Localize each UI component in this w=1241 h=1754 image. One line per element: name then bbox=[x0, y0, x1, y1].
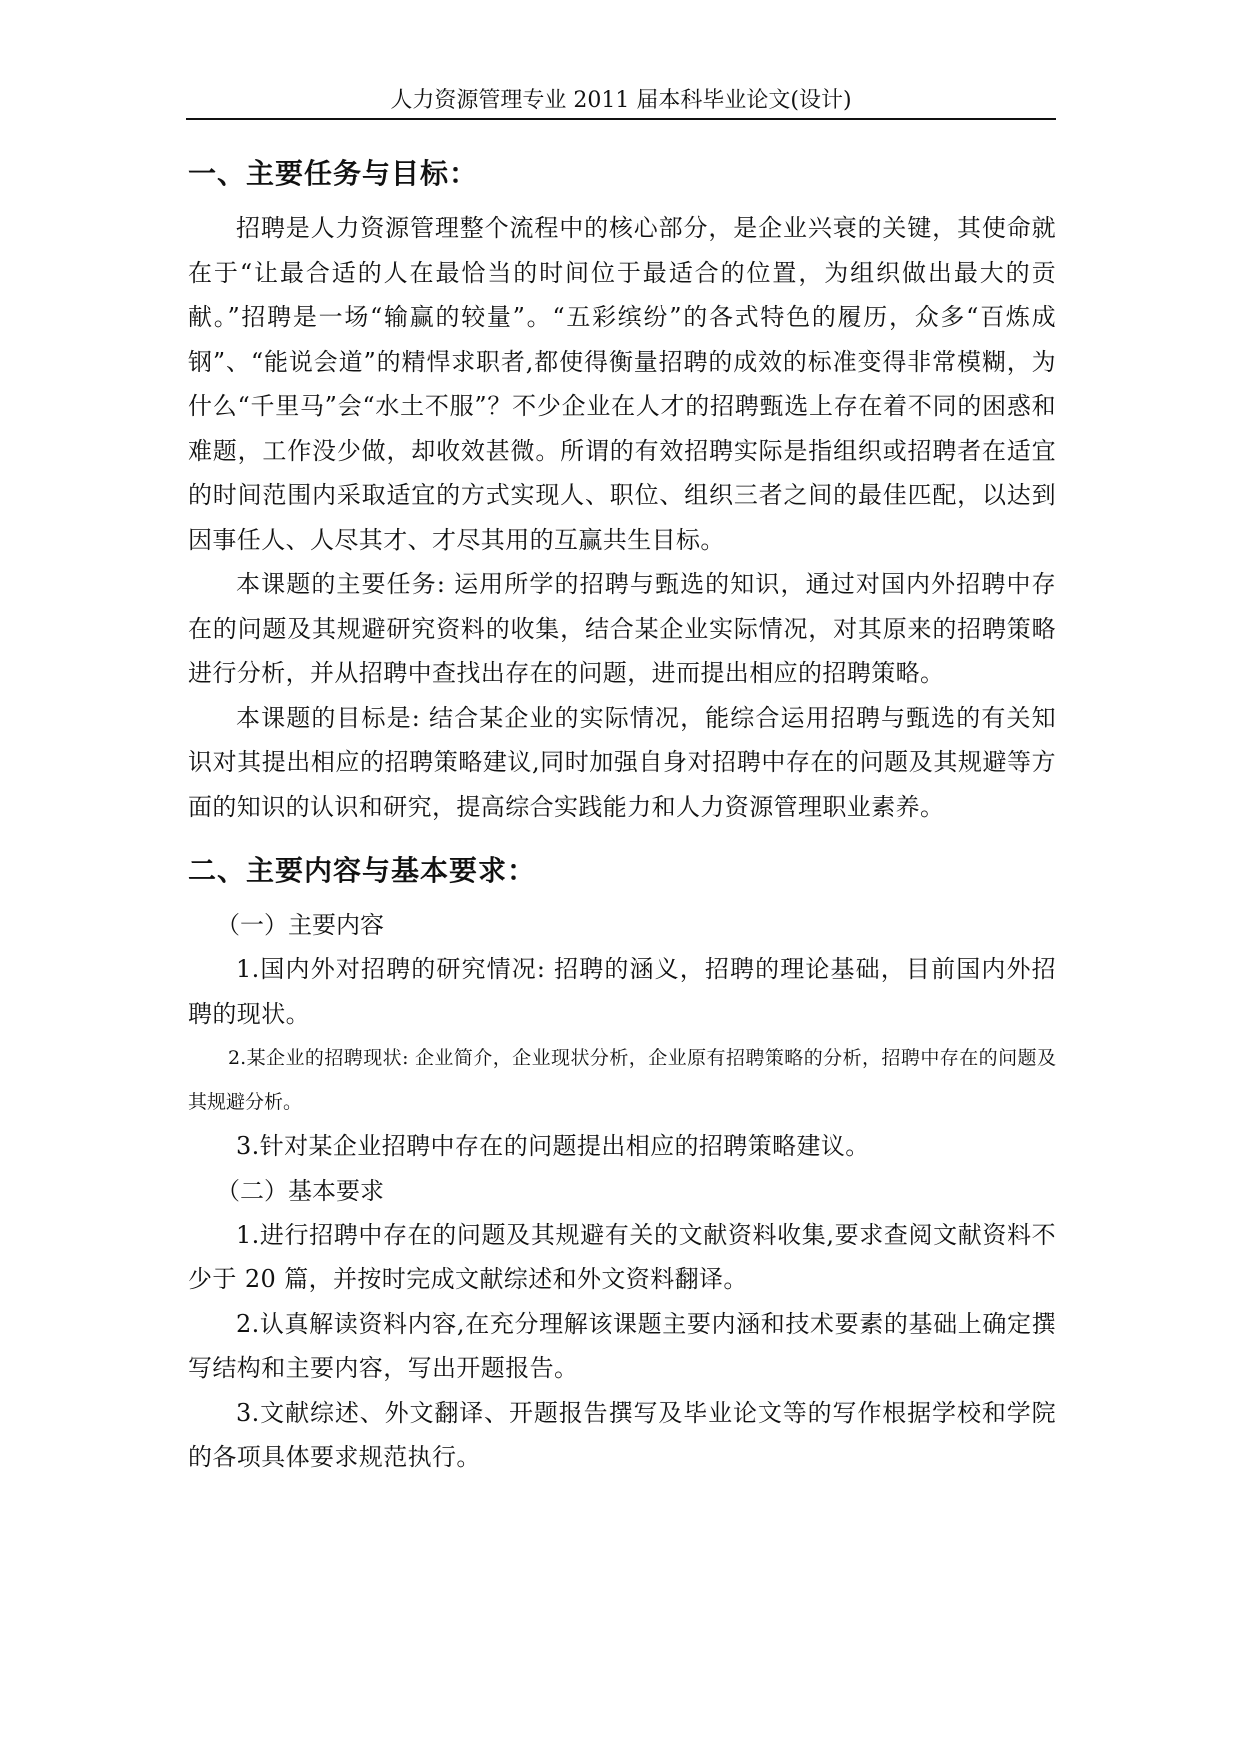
content-item-2: 2.某企业的招聘现状: 企业简介，企业现状分析，企业原有招聘策略的分析，招聘中存在的问题及其规避分析。 bbox=[188, 1047, 1056, 1113]
requirement-item-1: 1.进行招聘中存在的问题及其规避有关的文献资料收集,要求查阅文献资料不少于 20 篇，并按时完成文献综述和外文资料翻译。 bbox=[188, 1220, 1056, 1293]
requirement-item-3: 3.文献综述、外文翻译、开题报告撰写及毕业论文等的写作根据学校和学院的各项具体要求规范执行。 bbox=[188, 1398, 1056, 1471]
section-heading-content: 二、主要内容与基本要求： bbox=[188, 854, 537, 887]
subheading-main-content: （一）主要内容 bbox=[216, 911, 384, 939]
paragraph-recruitment-intro: 招聘是人力资源管理整个流程中的核心部分，是企业兴衰的关键，其使命就在于“让最合适的人在最恰当的时间位于最适合的位置，为组织做出最大的贡献。”招聘是一场“输赢的较量”。“五彩缤纷”的各式特色的履历，众多“百炼成钢”、“能说会道”的精悍求职者,都使得衡量招聘的成效的标准变得非常模糊，为什么“千里马”会“水土不服”？不少企业在人才的招聘甄选上存在着不同的困惑和难题，工作没少做，却收效甚微。所谓的有效招聘实际是指组织或招聘者在适宜的时间范围内采取适宜的方式实现人、职位、组织三者之间的最佳匹配，以达到因事任人、人尽其才、才尽其用的互赢共生目标。 bbox=[188, 214, 1056, 554]
section-heading-tasks: 一、主要任务与目标： bbox=[188, 157, 479, 190]
content-item-1: 1.国内外对招聘的研究情况: 招聘的涵义，招聘的理论基础，目前国内外招聘的现状。 bbox=[188, 955, 1056, 1028]
paragraph-main-task: 本课题的主要任务: 运用所学的招聘与甄选的知识，通过对国内外招聘中存在的问题及其规避研究资料的收集，结合某企业实际情况，对其原来的招聘策略进行分析，并从招聘中查找出存在的问题，进而提出相应的招聘策略。 bbox=[188, 570, 1056, 687]
subheading-basic-requirements: （二）基本要求 bbox=[216, 1176, 384, 1205]
paragraph-objective: 本课题的目标是: 结合某企业的实际情况，能综合运用招聘与甄选的有关知识对其提出相应的招聘策略建议,同时加强自身对招聘中存在的问题及其规避等方面的知识的认识和研究，提高综合实践能力和人力资源管理职业素养。 bbox=[188, 703, 1056, 821]
running-header bbox=[186, 84, 1056, 120]
header-title: 人力资源管理专业 2011 届本科毕业论文(设计) bbox=[390, 88, 852, 113]
requirement-item-2: 2.认真解读资料内容,在充分理解该课题主要内涵和技术要素的基础上确定撰写结构和主要内容，写出开题报告。 bbox=[188, 1309, 1056, 1382]
document-body bbox=[188, 152, 1056, 1480]
content-item-3: 3.针对某企业招聘中存在的问题提出相应的招聘策略建议。 bbox=[236, 1132, 870, 1160]
